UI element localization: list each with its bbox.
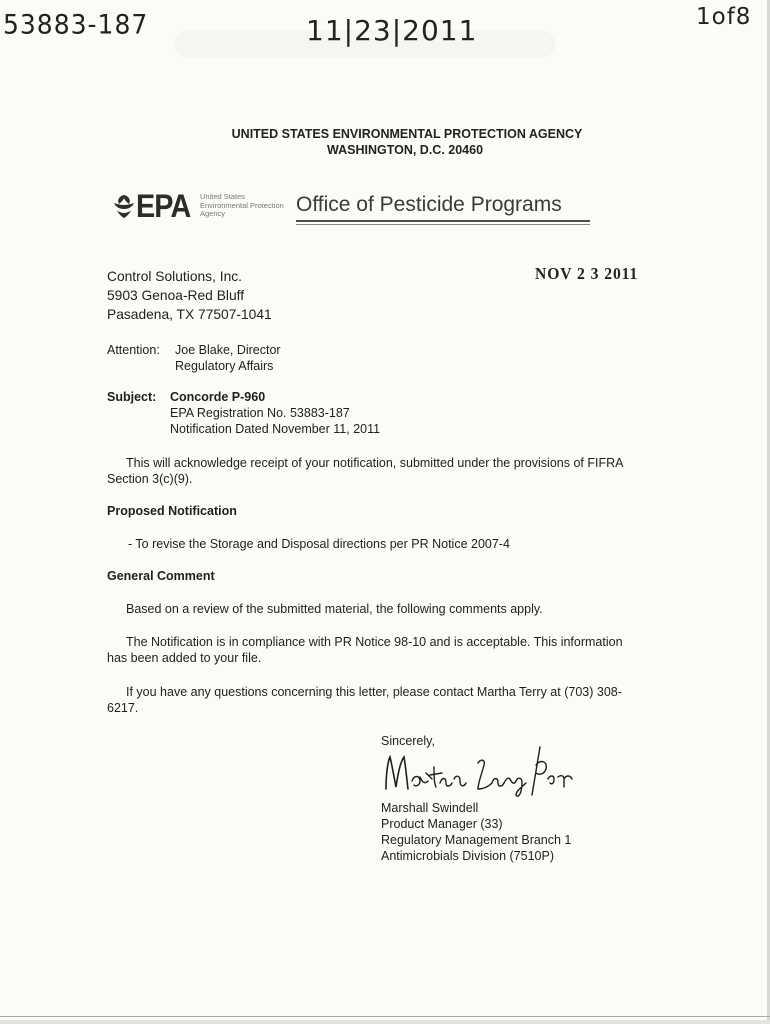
handwritten-file-reference: 53883-187 [3, 9, 149, 40]
epa-abbreviation: EPA [136, 188, 191, 224]
epa-flower-icon [113, 193, 135, 219]
signer-title: Product Manager (33) [381, 817, 503, 831]
subject-notification: Notification Dated November 11, 2011 [170, 422, 381, 436]
epa-logo-line-2: Environmental Protection [200, 200, 284, 210]
contact-line-2: 6217. [107, 701, 139, 715]
signer-division: Antimicrobials Division (7510P) [381, 849, 554, 863]
general-heading: General Comment [107, 569, 215, 583]
recipient-street: 5903 Genoa-Red Bluff [107, 288, 245, 303]
attention-label: Attention: [107, 343, 160, 357]
agency-address: WASHINGTON, D.C. 20460 [326, 143, 484, 157]
compliance-line-1: The Notification is in compliance with PR Notice 98-10 and is acceptable. This information [126, 635, 623, 649]
compliance-line-2: has been added to your file. [107, 651, 262, 665]
office-title: Office of Pesticide Programs [296, 193, 562, 216]
handwritten-page-count: 1of8 [696, 4, 752, 30]
epa-logo-line-3: Agency [200, 209, 226, 218]
contact-line-1: If you have any questions concerning this letter, please contact Martha Terry at (703) 308- [126, 685, 622, 699]
scan-bottom-edge [0, 1020, 770, 1024]
subject-registration: EPA Registration No. 53883-187 [170, 406, 350, 420]
office-title-rule-thin [296, 224, 590, 225]
agency-name: UNITED STATES ENVIRONMENTAL PROTECTION AGENCY [231, 127, 583, 141]
acknowledge-line-2: Section 3(c)(9). [107, 472, 193, 486]
recipient-company: Control Solutions, Inc. [107, 269, 242, 284]
attention-dept: Regulatory Affairs [175, 359, 274, 373]
proposed-item: - To revise the Storage and Disposal directions per PR Notice 2007-4 [128, 537, 510, 551]
signer-branch: Regulatory Management Branch 1 [381, 833, 572, 847]
proposed-heading: Proposed Notification [107, 504, 237, 518]
handwritten-signature [380, 743, 580, 801]
acknowledge-line-1: This will acknowledge receipt of your notification, submitted under the provisions of FIFRA [126, 456, 624, 470]
handwritten-date: 11|23|2011 [306, 14, 478, 47]
review-line: Based on a review of the submitted material, the following comments apply. [126, 602, 543, 616]
office-title-rule [296, 220, 590, 222]
date-stamp: NOV 2 3 2011 [535, 264, 639, 283]
epa-logo-line-1: United States [200, 192, 246, 201]
closing-salutation: Sincerely, [381, 734, 435, 748]
signer-name: Marshall Swindell [381, 801, 479, 815]
footer-line [0, 1016, 770, 1017]
subject-label: Subject: [107, 390, 157, 404]
epa-logo-subtext [200, 193, 284, 219]
subject-product: Concorde P-960 [170, 390, 266, 404]
attention-name: Joe Blake, Director [175, 343, 281, 357]
recipient-city: Pasadena, TX 77507-1041 [107, 307, 272, 322]
